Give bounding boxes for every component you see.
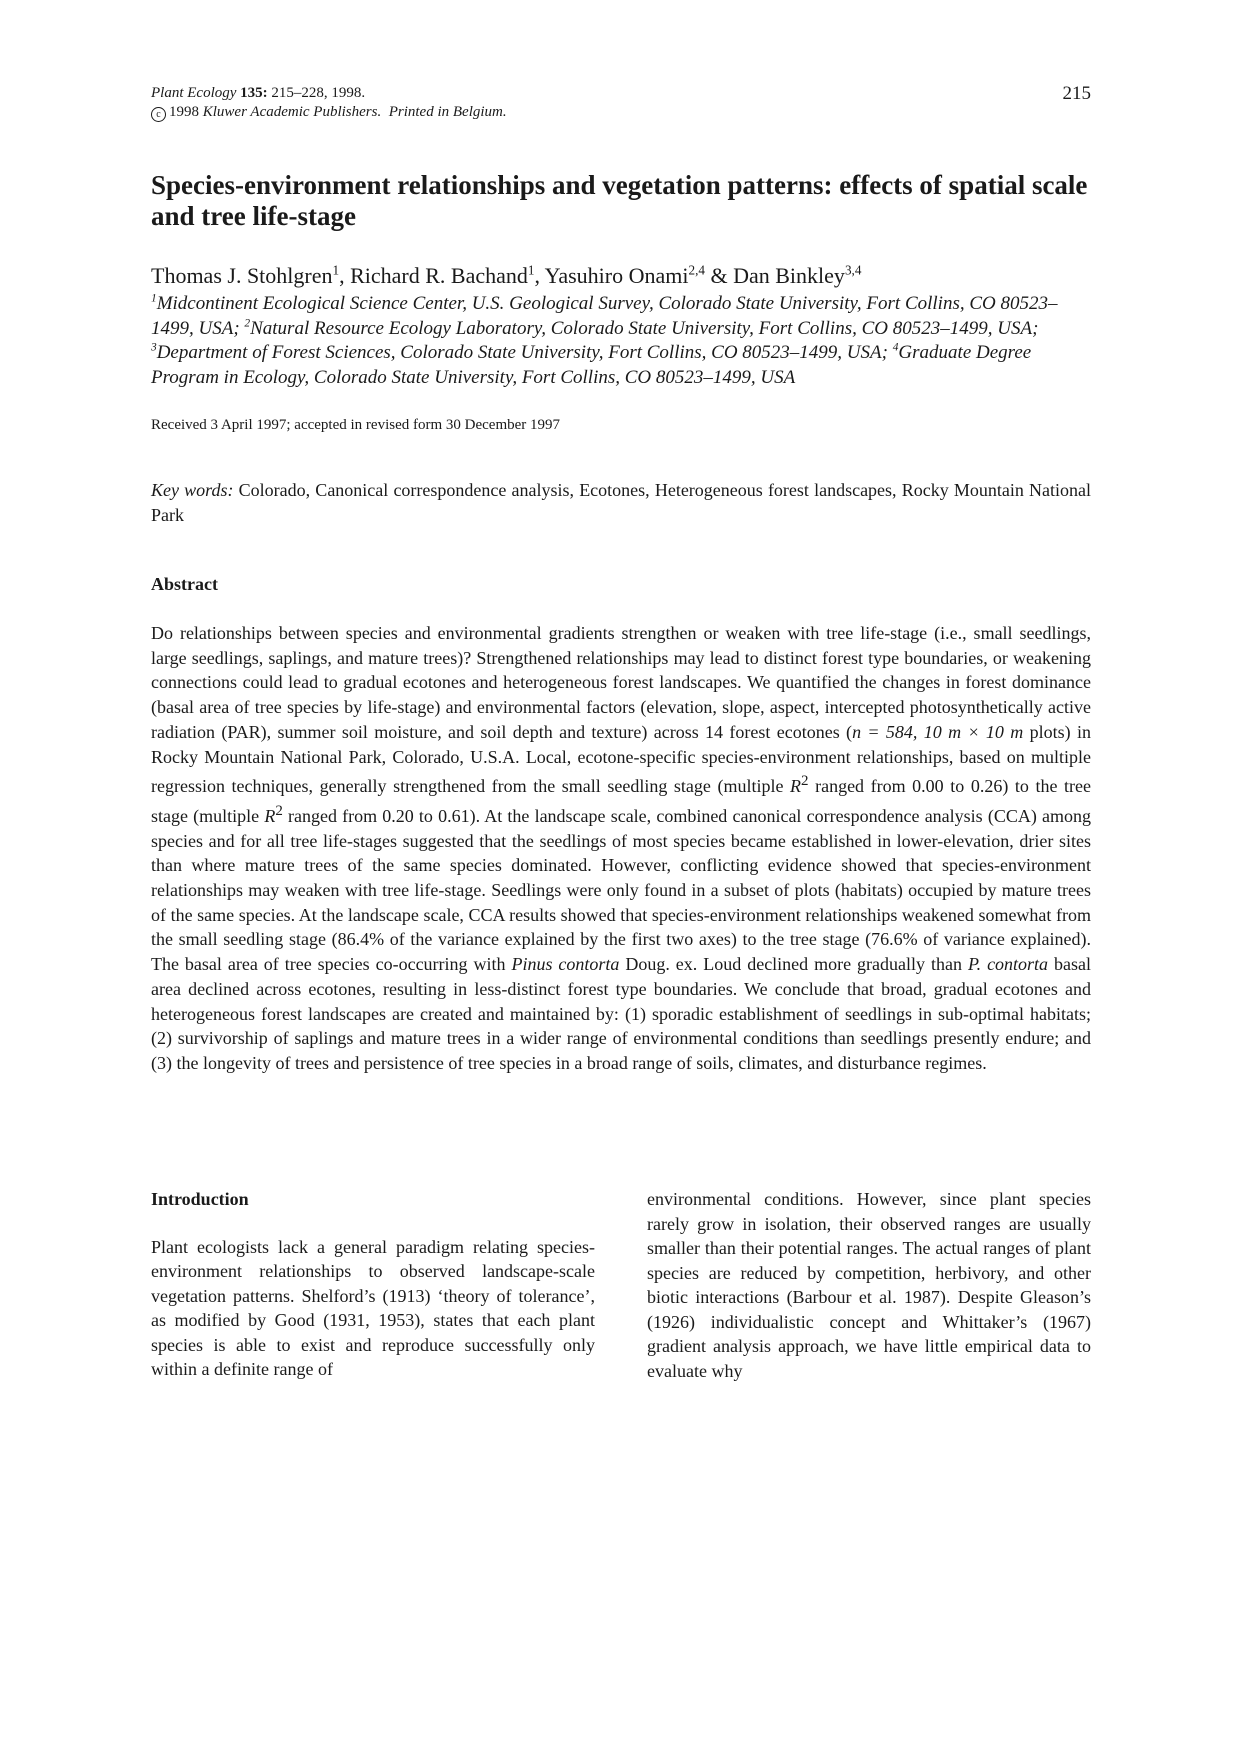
r-squared-exponent: 2 [801,773,809,790]
author-name: Dan Binkley [733,263,845,288]
affiliations [151,292,1091,390]
citation-line [151,84,1091,103]
author-separator: & [704,263,734,288]
author-list [151,262,1091,289]
affiliation-text: Graduate Degree Program in Ecology, Colorado State University, Fort Collins, CO 80523–1499, USA [151,342,1032,388]
abstract-text: basal area declined across ecotones, resulting in less-distinct forest type boundaries. We conclude that broad, gradual ecotones and heterogeneous forest landscapes are created and maintained by: (1) sporadic establishment of seedlings in sub-optimal habitats; (2) survivorship of saplings and mature trees in a wider range of environmental conditions than seedlings presently endure; and (3) the longevity of trees and persistence of tree species in a broad range of soils, climates, and disturbance regimes. [151,954,1091,1073]
printed-location: Printed in Belgium. [388,104,507,120]
affiliation-text: Natural Resource Ecology Laboratory, Colorado State University, Fort Collins, CO 80523–1499, USA; [250,317,1039,339]
affiliation-mark: 4 [892,341,899,354]
abstract-body [151,621,1091,1076]
author-affiliation-mark: 1 [332,262,340,278]
author [545,263,705,288]
author-separator: , [534,263,545,288]
species-name: P. contorta [967,954,1049,975]
introduction-paragraph-continued: environmental conditions. However, since plant species rarely grow in isolation, their observed ranges are usually smaller than their potential ranges. The actual ranges of plant species are reduced by competition, herbivory, and other biotic interactions (Barbour et al. 1987). Despite Gleason’s (1926) individualistic concept and Whittaker’s (1967) gradient analysis approach, we have little empirical data to evaluate why [647,1189,1091,1381]
running-head [151,84,1091,122]
received-dates: Received 3 April 1997; accepted in revised form 30 December 1997 [151,417,561,433]
author-affiliation-mark: 1 [527,262,535,278]
abstract-text: ranged from 0.20 to 0.61). At the landscape scale, combined canonical correspondence analysis (CCA) among species and for all tree life-stages suggested that the seedlings of most species became established in lower-elevation, drier sites than where mature trees of the same species dominated. However, conflicting evidence showed that species-environment relationships may weaken with tree life-stage. Seedlings were only found in a subset of plots (habitats) occupied by mature trees of the same species. At the landscape scale, CCA results showed that species-environment relationships weakened somewhat from the small seedling stage (86.4% of the variance explained by the first two axes) to the tree stage (76.6% of variance explained). The basal area of tree species co-occurring with [151,805,1092,975]
abstract-text: Doug. ex. Loud declined more gradually than [619,954,968,975]
author-separator: , [339,263,351,288]
r-squared-symbol: R [790,776,802,797]
journal-pages: 215–228, 1998. [271,85,366,101]
r-squared-exponent: 2 [275,802,283,819]
author-name: Thomas J. Stohlgren [151,263,333,288]
introduction-left-column [151,1187,595,1382]
keywords-label: Key words: [151,480,234,500]
abstract-text: ranged from 0.00 to 0.26) to the tree stage (multiple [151,776,1091,826]
keywords [151,478,1091,527]
author-name: Richard R. Bachand [350,263,528,288]
affiliation-mark: 1 [151,292,157,305]
abstract-text: plots) in Rocky Mountain National Park, Colorado, U.S.A. Local, ecotone-specific species-environment relationships, based on multiple regression techniques, generally strengthened from the small seedling stage (multiple [151,721,1091,797]
copyright-line [151,103,1091,122]
sample-size-expression: n = 584, 10 m × 10 m [852,721,1024,742]
author [350,263,534,288]
paper-title: Species-environment relationships and vegetation patterns: effects of spatial scale and tree life-stage [151,170,1088,231]
keywords-text: Colorado, Canonical correspondence analysis, Ecotones, Heterogeneous forest landscapes, Rocky Mountain National Park [151,480,1092,525]
introduction-paragraph: Plant ecologists lack a general paradigm relating species-environment relationships to observed landscape-scale vegetation patterns. Shelford’s (1913) ‘theory of tolerance’, as modified by Good (1931, 1953), states that each plant species is able to exist and reproduce successfully only within a definite range of [151,1236,595,1379]
abstract-text: Do relationships between species and environmental gradients strengthen or weaken with tree life-stage (i.e., small seedlings, large seedlings, saplings, and mature trees)? Strengthened relationships may lead to distinct forest type boundaries, or weakening connections could lead to gradual ecotones and heterogeneous forest landscapes. We quantified the changes in forest dominance (basal area of tree species by life-stage) and environmental factors (elevation, slope, aspect, intercepted photosynthetically active radiation (PAR), summer soil moisture, and soil depth and texture) across 14 forest ecotones ( [151,623,1091,742]
author-name: Yasuhiro Onami [544,263,689,288]
author-affiliation-mark: 2,4 [688,262,705,278]
journal-name: Plant Ecology [151,85,237,101]
introduction-heading: Introduction [151,1189,249,1209]
affiliation-mark: 3 [151,341,157,354]
affiliation-text: Department of Forest Sciences, Colorado State University, Fort Collins, CO 80523–1499, USA; [156,342,893,363]
author-affiliation-mark: 3,4 [844,262,862,278]
author [151,263,339,288]
affiliation-mark: 2 [244,317,251,330]
copyright-icon: c [151,107,166,122]
journal-volume: 135: [240,85,268,101]
species-name: Pinus contorta [511,954,620,975]
page-number: 215 [1062,83,1091,104]
r-squared-symbol: R [264,805,276,826]
introduction-right-column [647,1187,1091,1383]
affiliation-text: Midcontinent Ecological Science Center, U.S. Geological Survey, Colorado State University, Fort Collins, CO 80523–1499, USA; [151,293,1058,339]
author [733,263,861,288]
abstract-heading: Abstract [151,574,218,594]
publisher-name: Kluwer Academic Publishers. [202,104,382,120]
copyright-year: 1998 [169,104,199,120]
